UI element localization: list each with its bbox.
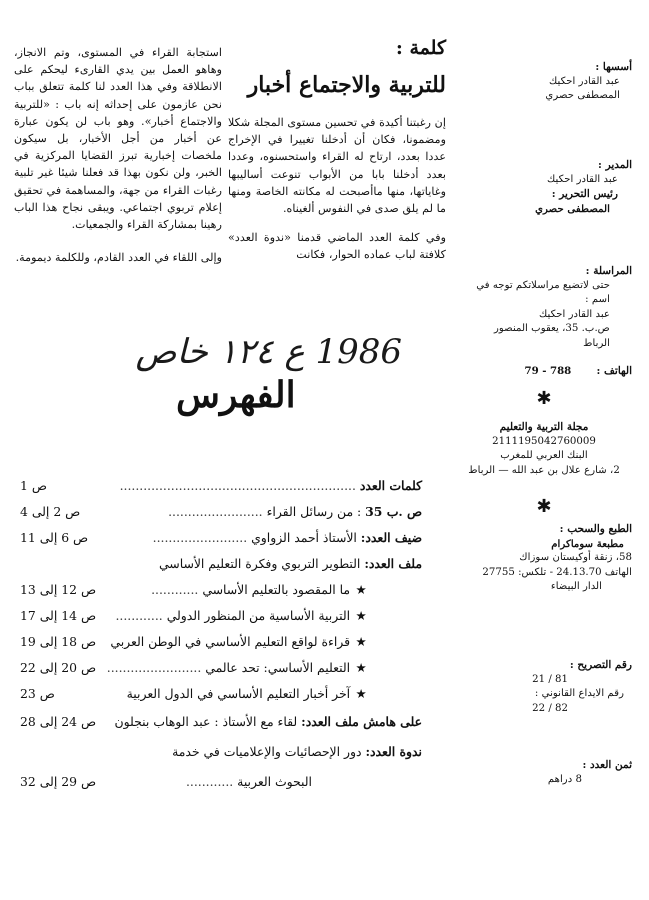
- toc-row[interactable]: [20, 634, 422, 654]
- toc-entry-text: التعليم الأساسي: تحد عالمي: [205, 660, 351, 675]
- founders-block: [456, 60, 632, 104]
- director-name: عبد القادر احكيك: [546, 173, 618, 185]
- toc-section-label: ص .ب 35: [365, 504, 422, 519]
- price-label: ثمن العدد :: [582, 759, 632, 771]
- toc-section-label: ندوة العدد:: [365, 744, 422, 759]
- toc-leader: ............: [119, 478, 167, 493]
- permit-number: 81 / 21: [532, 673, 568, 685]
- toc-page: ص 12 إلى 13: [20, 582, 96, 597]
- toc-leader: ............: [152, 530, 200, 545]
- printing-block: [456, 522, 632, 595]
- toc-row[interactable]: [20, 530, 422, 550]
- correspondence-line: ص.ب. 35، يعقوب المنصور: [493, 323, 610, 334]
- editorial-paragraph: استجابة القراء في المستوى، وتم الانجاز، وهاهو العمل بين يدي القارىء ليحكم على الانطلاقة وفي هذا العدد لنا كلمة تتعلق بباب نحن عازمون على إحداثه إنه باب : «للتربية والاجتماع أخبار». وهو باب لن يكون عبارة عن أخبار من أجل الأخبار، بل سيكون ملخصات إخبارية تبرز القضايا المركزية في الخبر، ولن نكون بهذا قد فعلنا شيئا غير تلبية رغبات القراء من جهة، والمساهمة في تحقيق إعلام تربوي اجتماعي. ويبقى نجاح هذا الباب رهينا بمشاركة القراء والجمعيات.: [14, 46, 222, 232]
- toc-leader: ............: [215, 504, 263, 519]
- star-divider: ✱: [536, 388, 552, 409]
- correspondence-line: عبد القادر احكيك: [538, 308, 610, 320]
- correspondence-line: حتى لاتضيع مراسلاتكم توجه في اسم :: [476, 279, 610, 305]
- director-block: [456, 158, 632, 216]
- toc-leader: ............: [308, 478, 356, 493]
- toc-leader: ............: [199, 530, 248, 545]
- toc-row[interactable]: [20, 744, 422, 764]
- toc-leader: ............: [261, 478, 309, 493]
- phone-block: [456, 364, 632, 380]
- toc-row[interactable]: [20, 714, 422, 734]
- toc-section-label: ضيف العدد:: [360, 530, 422, 545]
- toc-row[interactable]: [20, 582, 422, 602]
- toc-section-label: ملف العدد:: [364, 556, 422, 571]
- correspondence-block: [456, 264, 632, 351]
- star-bullet-icon: ★: [355, 608, 367, 623]
- price-value: 8 دراهم: [547, 773, 582, 785]
- toc-entry-text: دور الإحصائيات والإعلاميات في خدمة: [172, 744, 362, 759]
- printer-phone: الهاتف 24.13.70 - تلكس: 27755: [482, 566, 632, 578]
- toc-entry-text: قراءة لواقع التعليم الأساسي في الوطن العربي: [110, 634, 351, 649]
- table-of-contents: [20, 478, 422, 808]
- star-divider: ✱: [536, 496, 552, 517]
- toc-row[interactable]: [20, 608, 422, 628]
- permit-block: [456, 658, 632, 716]
- toc-leader: ............: [185, 774, 234, 789]
- price-block: [456, 758, 632, 787]
- toc-row[interactable]: [20, 478, 422, 498]
- founder-name: عبد القادر احكيك: [548, 75, 620, 87]
- founder-name: المصطفى حصري: [545, 90, 620, 101]
- correspondence-label: المراسلة :: [585, 265, 632, 277]
- masthead-sidebar: [456, 60, 632, 820]
- toc-entry-text: التربية الأساسية من المنظور الدولي: [166, 608, 351, 623]
- editorial-paragraph: وفي كلمة العدد الماضي قدمنا «ندوة العدد» كلافتة لباب عماده الحوار، فكانت: [228, 231, 446, 262]
- bank-address: 2، شارع علال بن عبد الله — الرباط: [468, 464, 620, 476]
- toc-entry-text: ما المقصود بالتعليم الأساسي: [202, 582, 351, 597]
- toc-page: ص 23: [20, 686, 55, 701]
- toc-page: ص 2 إلى 4: [20, 504, 81, 519]
- phone-number: 79 - 788: [524, 365, 572, 377]
- index-title: الفهرس: [176, 374, 296, 416]
- toc-row[interactable]: [20, 556, 422, 576]
- editorial-column-left: [14, 44, 222, 266]
- toc-leader: ............: [106, 660, 155, 675]
- editorial-closing: وإلى اللقاء في العدد القادم، وللكلمة ديمومة.: [15, 251, 222, 265]
- printing-label: الطبع والسحب :: [559, 523, 632, 535]
- editorial-column-right: [228, 36, 446, 264]
- toc-leader: ............: [214, 478, 262, 493]
- toc-section-label: كلمات العدد: [359, 478, 422, 493]
- toc-row[interactable]: [20, 686, 422, 706]
- toc-row[interactable]: [20, 660, 422, 680]
- deposit-number: 82 / 22: [532, 702, 568, 714]
- toc-section-label: على هامش ملف العدد:: [301, 714, 422, 729]
- director-label: المدير :: [598, 159, 632, 171]
- editor-label: رئيس التحرير :: [551, 188, 618, 200]
- editorial-title: للتربية والاجتماع أخبار: [247, 72, 446, 98]
- toc-leader: ............: [166, 478, 215, 493]
- toc-entry-text: آخر أخبار التعليم الأساسي في الدول العربية: [126, 686, 351, 701]
- toc-entry-text: : من رسائل القراء: [266, 504, 362, 519]
- star-bullet-icon: ★: [355, 660, 367, 675]
- toc-entry-text: التطوير التربوي وفكرة التعليم الأساسي: [158, 556, 361, 571]
- toc-page: ص 20 إلى 22: [20, 660, 96, 675]
- account-block: [456, 420, 632, 478]
- star-bullet-icon: ★: [355, 582, 367, 597]
- handwritten-issue-note: 1986 ع ١٢٤ خاص: [135, 332, 402, 372]
- star-bullet-icon: ★: [355, 634, 367, 649]
- printer-city: الدار البيضاء: [550, 581, 602, 592]
- toc-entry-text: البحوث العربية: [237, 774, 312, 789]
- toc-leader: ............: [115, 608, 163, 623]
- toc-entry-text: لقاء مع الأستاذ : عبد الوهاب بنجلون: [114, 714, 298, 729]
- toc-leader: ............: [151, 582, 199, 597]
- printer-address: 58، زنقة أوكيستان سوزاك: [519, 552, 632, 563]
- editorial-label: كلمة :: [395, 37, 446, 59]
- account-name: مجلة التربية والتعليم: [499, 421, 589, 433]
- account-number: 2111195042760009: [492, 435, 596, 447]
- toc-page: ص 6 إلى 11: [20, 530, 89, 545]
- editorial-paragraph: إن رغبتنا أكيدة في تحسين مستوى المجلة شكلا ومضمونا، فكان أن أدخلنا تغييرا في الإخراج عددا بعدد، ارتاح له القراء واستحسنوه، وعددا بعدد أدخلنا بابا من الأبواب تنوعت أساليبها وغاياتها، منها ماأصبحت له مكانته الخاصة ومنها ما لم يلق صدى في النفوس ألغيناه.: [228, 116, 446, 216]
- toc-page: ص 24 إلى 28: [20, 714, 96, 729]
- founders-label: أسسها :: [595, 61, 632, 73]
- toc-page: ص 18 إلى 19: [20, 634, 96, 649]
- phone-label: الهاتف :: [596, 365, 632, 377]
- toc-page: ص 1: [20, 478, 47, 493]
- printer-name: مطبعة سوماكرام: [551, 537, 624, 550]
- toc-leader: ............: [168, 504, 216, 519]
- toc-row[interactable]: [20, 774, 422, 794]
- toc-page: ص 14 إلى 17: [20, 608, 96, 623]
- bank-name: البنك العربي للمغرب: [500, 450, 588, 461]
- correspondence-line: الرباط: [583, 337, 610, 349]
- permit-label: رقم التصريح :: [569, 659, 632, 671]
- toc-entry-text: الأستاذ أحمد الزواوي: [251, 530, 357, 545]
- star-bullet-icon: ★: [355, 686, 367, 701]
- toc-leader: ............: [154, 660, 202, 675]
- toc-page: ص 29 إلى 32: [20, 774, 96, 789]
- toc-row[interactable]: [20, 504, 422, 524]
- editor-name: المصطفى حصري: [535, 202, 610, 215]
- deposit-label: رقم الايداع القانوني :: [534, 688, 624, 699]
